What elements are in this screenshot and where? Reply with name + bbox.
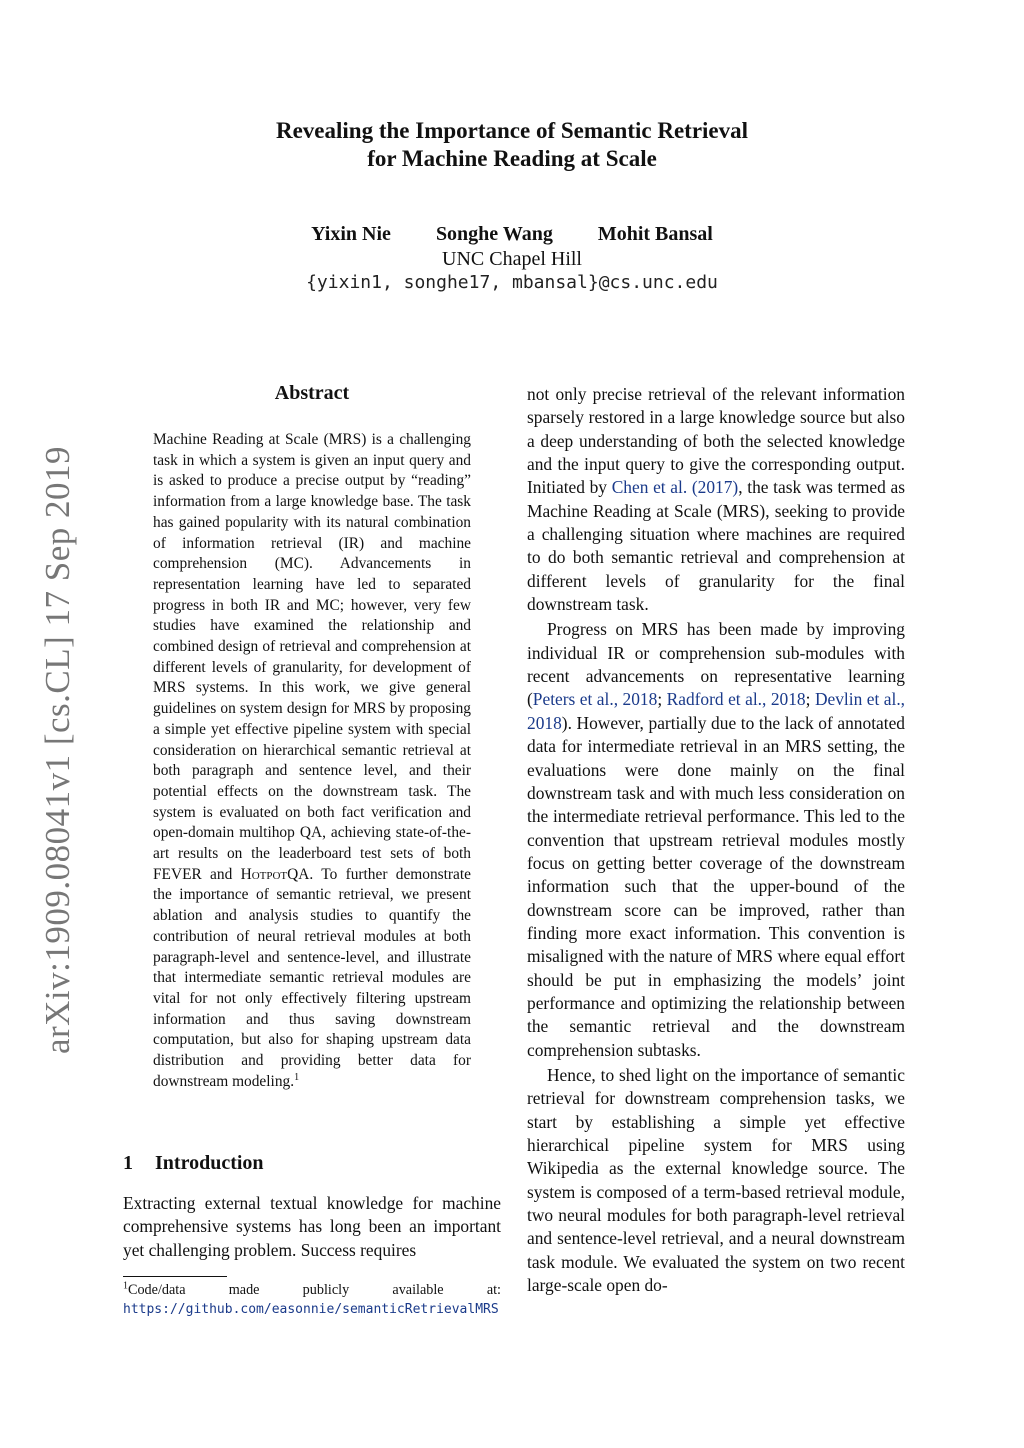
title-line-1: Revealing the Importance of Semantic Retrieval bbox=[275, 118, 749, 143]
paper-title bbox=[0, 117, 1024, 173]
section-number: 1 bbox=[123, 1152, 133, 1174]
body-paragraph: Hence, to shed light on the importance of semantic retrieval for downstream comprehension tasks, we start by establishing a simple yet effective hierarchical pipeline system for MRS using Wikipedia as the external knowledge source. The system is composed of a term-based retrieval module, two neural modules for both paragraph-level retrieval and sentence-level retrieval, and a neural downstream task module. We evaluated the system on two recent large-scale open do- bbox=[527, 1064, 905, 1296]
author-emails: {yixin1, songhe17, mbansal}@cs.unc.edu bbox=[306, 272, 718, 293]
body-text: ; bbox=[805, 689, 815, 710]
footnote-text: Code/data made publicly available at: bbox=[128, 1282, 501, 1298]
section-heading bbox=[123, 1152, 501, 1175]
author-name: Songhe Wang bbox=[435, 223, 553, 245]
abstract-body bbox=[153, 430, 471, 1093]
author-list bbox=[0, 222, 1024, 246]
hotpotqa-name: HotpotQA bbox=[240, 865, 310, 883]
body-paragraph bbox=[527, 383, 905, 616]
arxiv-stamp: arXiv:1909.08041v1 [cs.CL] 17 Sep 2019 bbox=[38, 445, 77, 1055]
abstract-text: . To further demonstrate the importance of semantic retrieval, we present ablation and analysis studies to quantify the contribution of neural retrieval modules at both paragraph-level and sentence-level, and illustrate that intermediate semantic retrieval modules are vital for not only effectively filtering upstream information and thus saving downstream computation, but also for shaping upstream data distribution and providing better data for downstream modeling. bbox=[153, 865, 471, 1090]
footnote bbox=[123, 1281, 501, 1319]
body-text: ; bbox=[657, 689, 667, 710]
footnote-number: 1 bbox=[123, 1280, 128, 1292]
author-name: Mohit Bansal bbox=[597, 223, 713, 245]
citation-link[interactable]: Peters et al., 2018 bbox=[532, 689, 658, 710]
body-text: ). However, partially due to the lack of annotated data for intermediate retrieval in an MRS setting, the evaluations were done mainly on the final downstream task and with much less consideration on the intermediate retrieval performance. This led to the convention that upstream retrieval modules mostly focus on getting better coverage of the downstream information such that the upper-bound of the downstream score can be improved, rather than finding more exact information. This convention is misaligned with the nature of MRS where equal effort should be put in emphasizing the models’ joint performance and optimizing the relationship between the semantic retrieval and the downstream comprehension subtasks. bbox=[527, 712, 905, 1060]
citation-link[interactable]: Devlin et al., 2018 bbox=[527, 689, 906, 733]
citation-link[interactable]: Radford et al., 2018 bbox=[666, 689, 806, 710]
body-text: , the task was termed as Machine Reading at Scale (MRS), seeking to provide a challenging situation where machines are required to do both semantic retrieval and comprehension at different levels of granularity for the final downstream task. bbox=[527, 477, 905, 615]
intro-paragraph: Extracting external textual knowledge for machine comprehensive systems has long been an important yet challenging problem. Success requires bbox=[123, 1193, 501, 1260]
affiliation: UNC Chapel Hill bbox=[442, 248, 582, 270]
footnote-url-link[interactable]: https://github.com/easonnie/semanticRetrievalMRS bbox=[123, 1302, 499, 1317]
body-text: not only precise retrieval of the relevant information sparsely restored in a large knowledge source but also a deep understanding of both the selected knowledge and the input query to give the corresponding output. Initiated by bbox=[527, 384, 905, 498]
body-paragraph bbox=[527, 618, 905, 1062]
right-column bbox=[527, 383, 905, 1297]
body-text: Progress on MRS has been made by improving individual IR or comprehension sub-modules with recent advancements on representative learning ( bbox=[527, 619, 905, 710]
citation-link[interactable]: Chen et al. (2017) bbox=[611, 477, 739, 498]
abstract-heading: Abstract bbox=[274, 382, 350, 404]
footnote-rule bbox=[123, 1276, 227, 1277]
title-line-2: for Machine Reading at Scale bbox=[367, 146, 657, 171]
footnote-marker[interactable]: 1 bbox=[294, 1071, 300, 1083]
abstract-text: Machine Reading at Scale (MRS) is a challenging task in which a system is given an input query and is asked to produce a precise output by “reading” information from a large knowledge base. The task has gained popularity with its natural combination of information retrieval (IR) and machine comprehension (MC). Advancements in representation learning have led to separated progress in both IR and MC; however, very few studies have examined the relationship and combined design of retrieval and comprehension at different levels of granularity, for development of MRS systems. In this work, we give general guidelines on system design for MRS by proposing a simple yet effective pipeline system with special consideration on hierarchical semantic retrieval at both paragraph and sentence level, and their potential effects on the downstream task. The system is evaluated on both fact verification and open-domain multihop QA, achieving state-of-the-art results on the leaderboard test sets of both FEVER and bbox=[153, 431, 471, 883]
section-title: Introduction bbox=[155, 1152, 264, 1174]
author-name: Yixin Nie bbox=[311, 223, 391, 245]
